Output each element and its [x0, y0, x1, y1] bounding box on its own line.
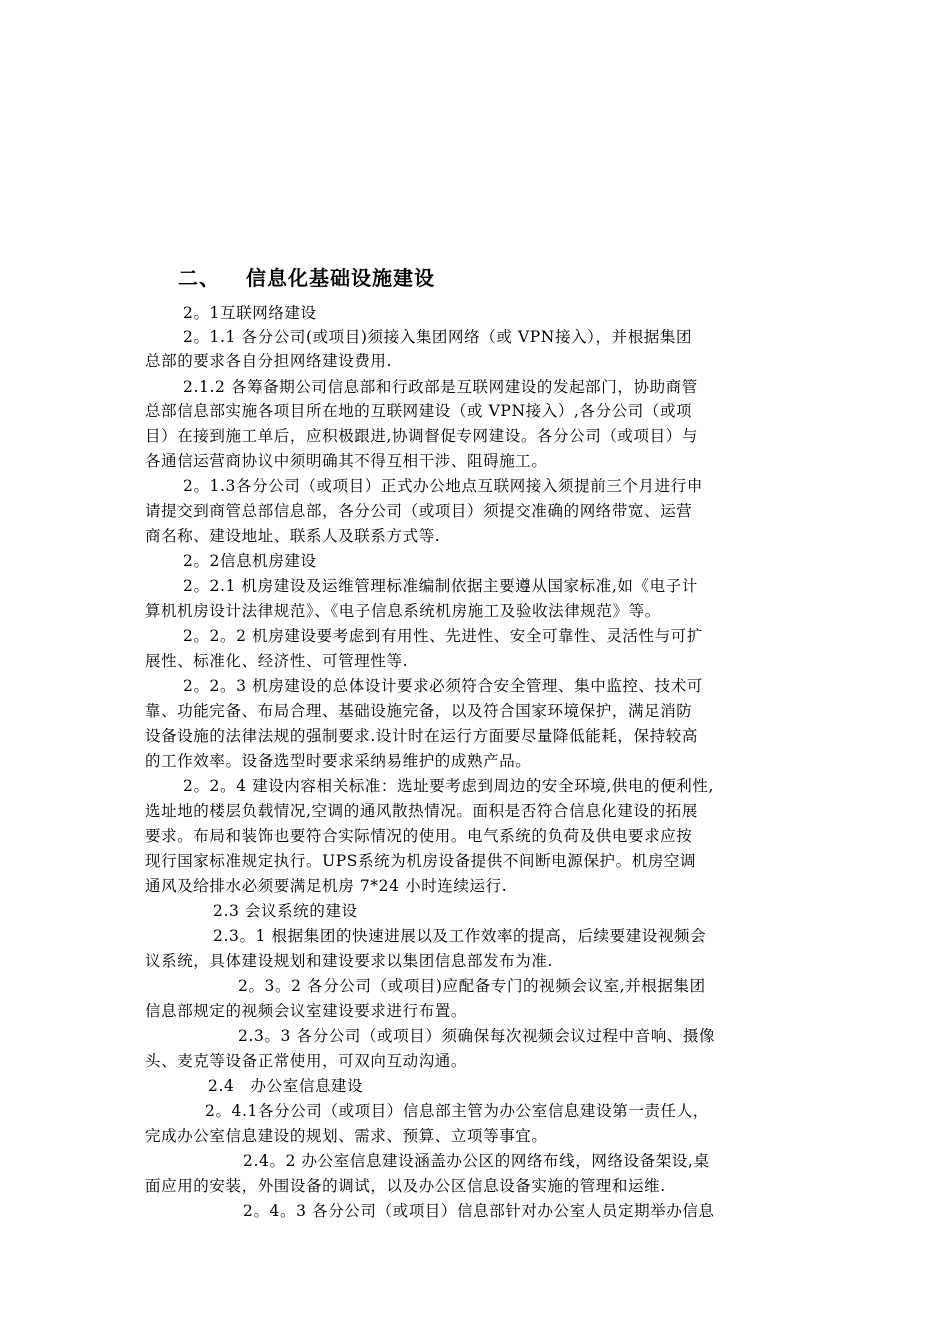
paragraph-line: 请提交到商管总部信息部，各分公司（或项目）须提交准确的网络带宽、运营: [145, 502, 693, 520]
section-title: 信息化基础设施建设: [246, 266, 435, 290]
paragraph-line: 各通信运营商协议中须明确其不得互相干涉、阻碍施工。: [145, 452, 548, 470]
paragraph-line: 展性、标准化、经济性、可管理性等.: [145, 652, 409, 670]
paragraph-line: 2。2。2 机房建设要考虑到有用性、先进性、安全可靠性、灵活性与可扩: [183, 627, 703, 645]
paragraph-line: 2。2。4 建设内容相关标准：选址要考虑到周边的安全环境,供电的便利性,: [183, 777, 714, 795]
paragraph-line: 目）在接到施工单后，应积极跟进,协调督促专网建设。各分公司（或项目）与: [145, 427, 698, 445]
paragraph-line: 信息部规定的视频会议室建设要求进行布置。: [145, 1002, 468, 1020]
subsection-heading-2-4: 2.4 办公室信息建设: [208, 1077, 364, 1095]
paragraph-line: 现行国家标准规定执行。UPS系统为机房设备提供不间断电源保护。机房空调: [145, 852, 697, 870]
paragraph-line: 2。4.1各分公司（或项目）信息部主管为办公室信息建设第一责任人，: [205, 1102, 709, 1120]
paragraph-line: 头、麦克等设备正常使用，可双向互动沟通。: [145, 1052, 468, 1070]
paragraph-line: 2。1.1 各分公司(或项目)须接入集团网络（或 VPN接入），并根据集团: [183, 328, 693, 346]
paragraph-line: 2。3。2 各分公司（或项目)应配备专门的视频会议室,并根据集团: [238, 977, 706, 995]
paragraph-line: 2.1.2 各筹备期公司信息部和行政部是互联网建设的发起部门，协助商管: [183, 378, 698, 396]
paragraph-line: 的工作效率。设备选型时要求采纳易维护的成熟产品。: [145, 752, 532, 770]
paragraph-line: 算机机房设计法律规范》、《电子信息系统机房施工及验收法律规范》等。: [145, 602, 661, 620]
paragraph-line: 面应用的安装，外围设备的调试，以及办公区信息设备实施的管理和运维.: [145, 1177, 666, 1195]
paragraph-line: 完成办公室信息建设的规划、需求、预算、立项等事宜。: [145, 1127, 548, 1145]
paragraph-line: 议系统，具体建设规划和建设要求以集团信息部发布为准.: [145, 952, 554, 970]
paragraph-line: 设备设施的法律法规的强制要求.设计时在运行方面要尽量降低能耗，保持较高: [145, 727, 698, 745]
paragraph-line: 2。4。3 各分公司（或项目）信息部针对办公室人员定期举办信息: [243, 1202, 715, 1220]
subsection-heading-2-1: 2。1互联网络建设: [183, 304, 317, 322]
subsection-heading-2-3: 2.3 会议系统的建设: [213, 902, 358, 920]
paragraph-line: 总部信息部实施各项目所在地的互联网建设（或 VPN接入）,各分公司（或项: [145, 402, 693, 420]
paragraph-line: 2.3。1 根据集团的快速进展以及工作效率的提高，后续要建设视频会: [213, 927, 707, 945]
paragraph-line: 2。1.3各分公司（或项目）正式办公地点互联网接入须提前三个月进行申: [183, 477, 703, 495]
paragraph-line: 通风及给排水必须要满足机房 7*24 小时连续运行.: [145, 877, 508, 895]
paragraph-line: 2.3。3 各分公司（或项目）须确保每次视频会议过程中音响、摄像: [238, 1027, 716, 1045]
paragraph-line: 总部的要求各自分担网络建设费用.: [145, 352, 393, 370]
paragraph-line: 选址地的楼层负载情况,空调的通风散热情况。面积是否符合信息化建设的拓展: [145, 802, 698, 820]
paragraph-line: 2。2。3 机房建设的总体设计要求必须符合安全管理、集中监控、技术可: [183, 677, 703, 695]
paragraph-line: 靠、功能完备、布局合理、基础设施完备，以及符合国家环境保护，满足消防: [145, 702, 693, 720]
paragraph-line: 商名称、建设地址、联系人及联系方式等.: [145, 527, 441, 545]
paragraph-line: 2.4。2 办公室信息建设涵盖办公区的网络布线，网络设备架设,桌: [243, 1152, 710, 1170]
section-heading: [178, 262, 435, 291]
paragraph-line: 2。2.1 机房建设及运维管理标准编制依据主要遵从国家标准,如《电子计: [183, 577, 698, 595]
section-number: 二、: [178, 266, 220, 290]
paragraph-line: 要求。布局和装饰也要符合实际情况的使用。电气系统的负荷及供电要求应按: [145, 827, 693, 845]
subsection-heading-2-2: 2。2信息机房建设: [183, 552, 317, 570]
